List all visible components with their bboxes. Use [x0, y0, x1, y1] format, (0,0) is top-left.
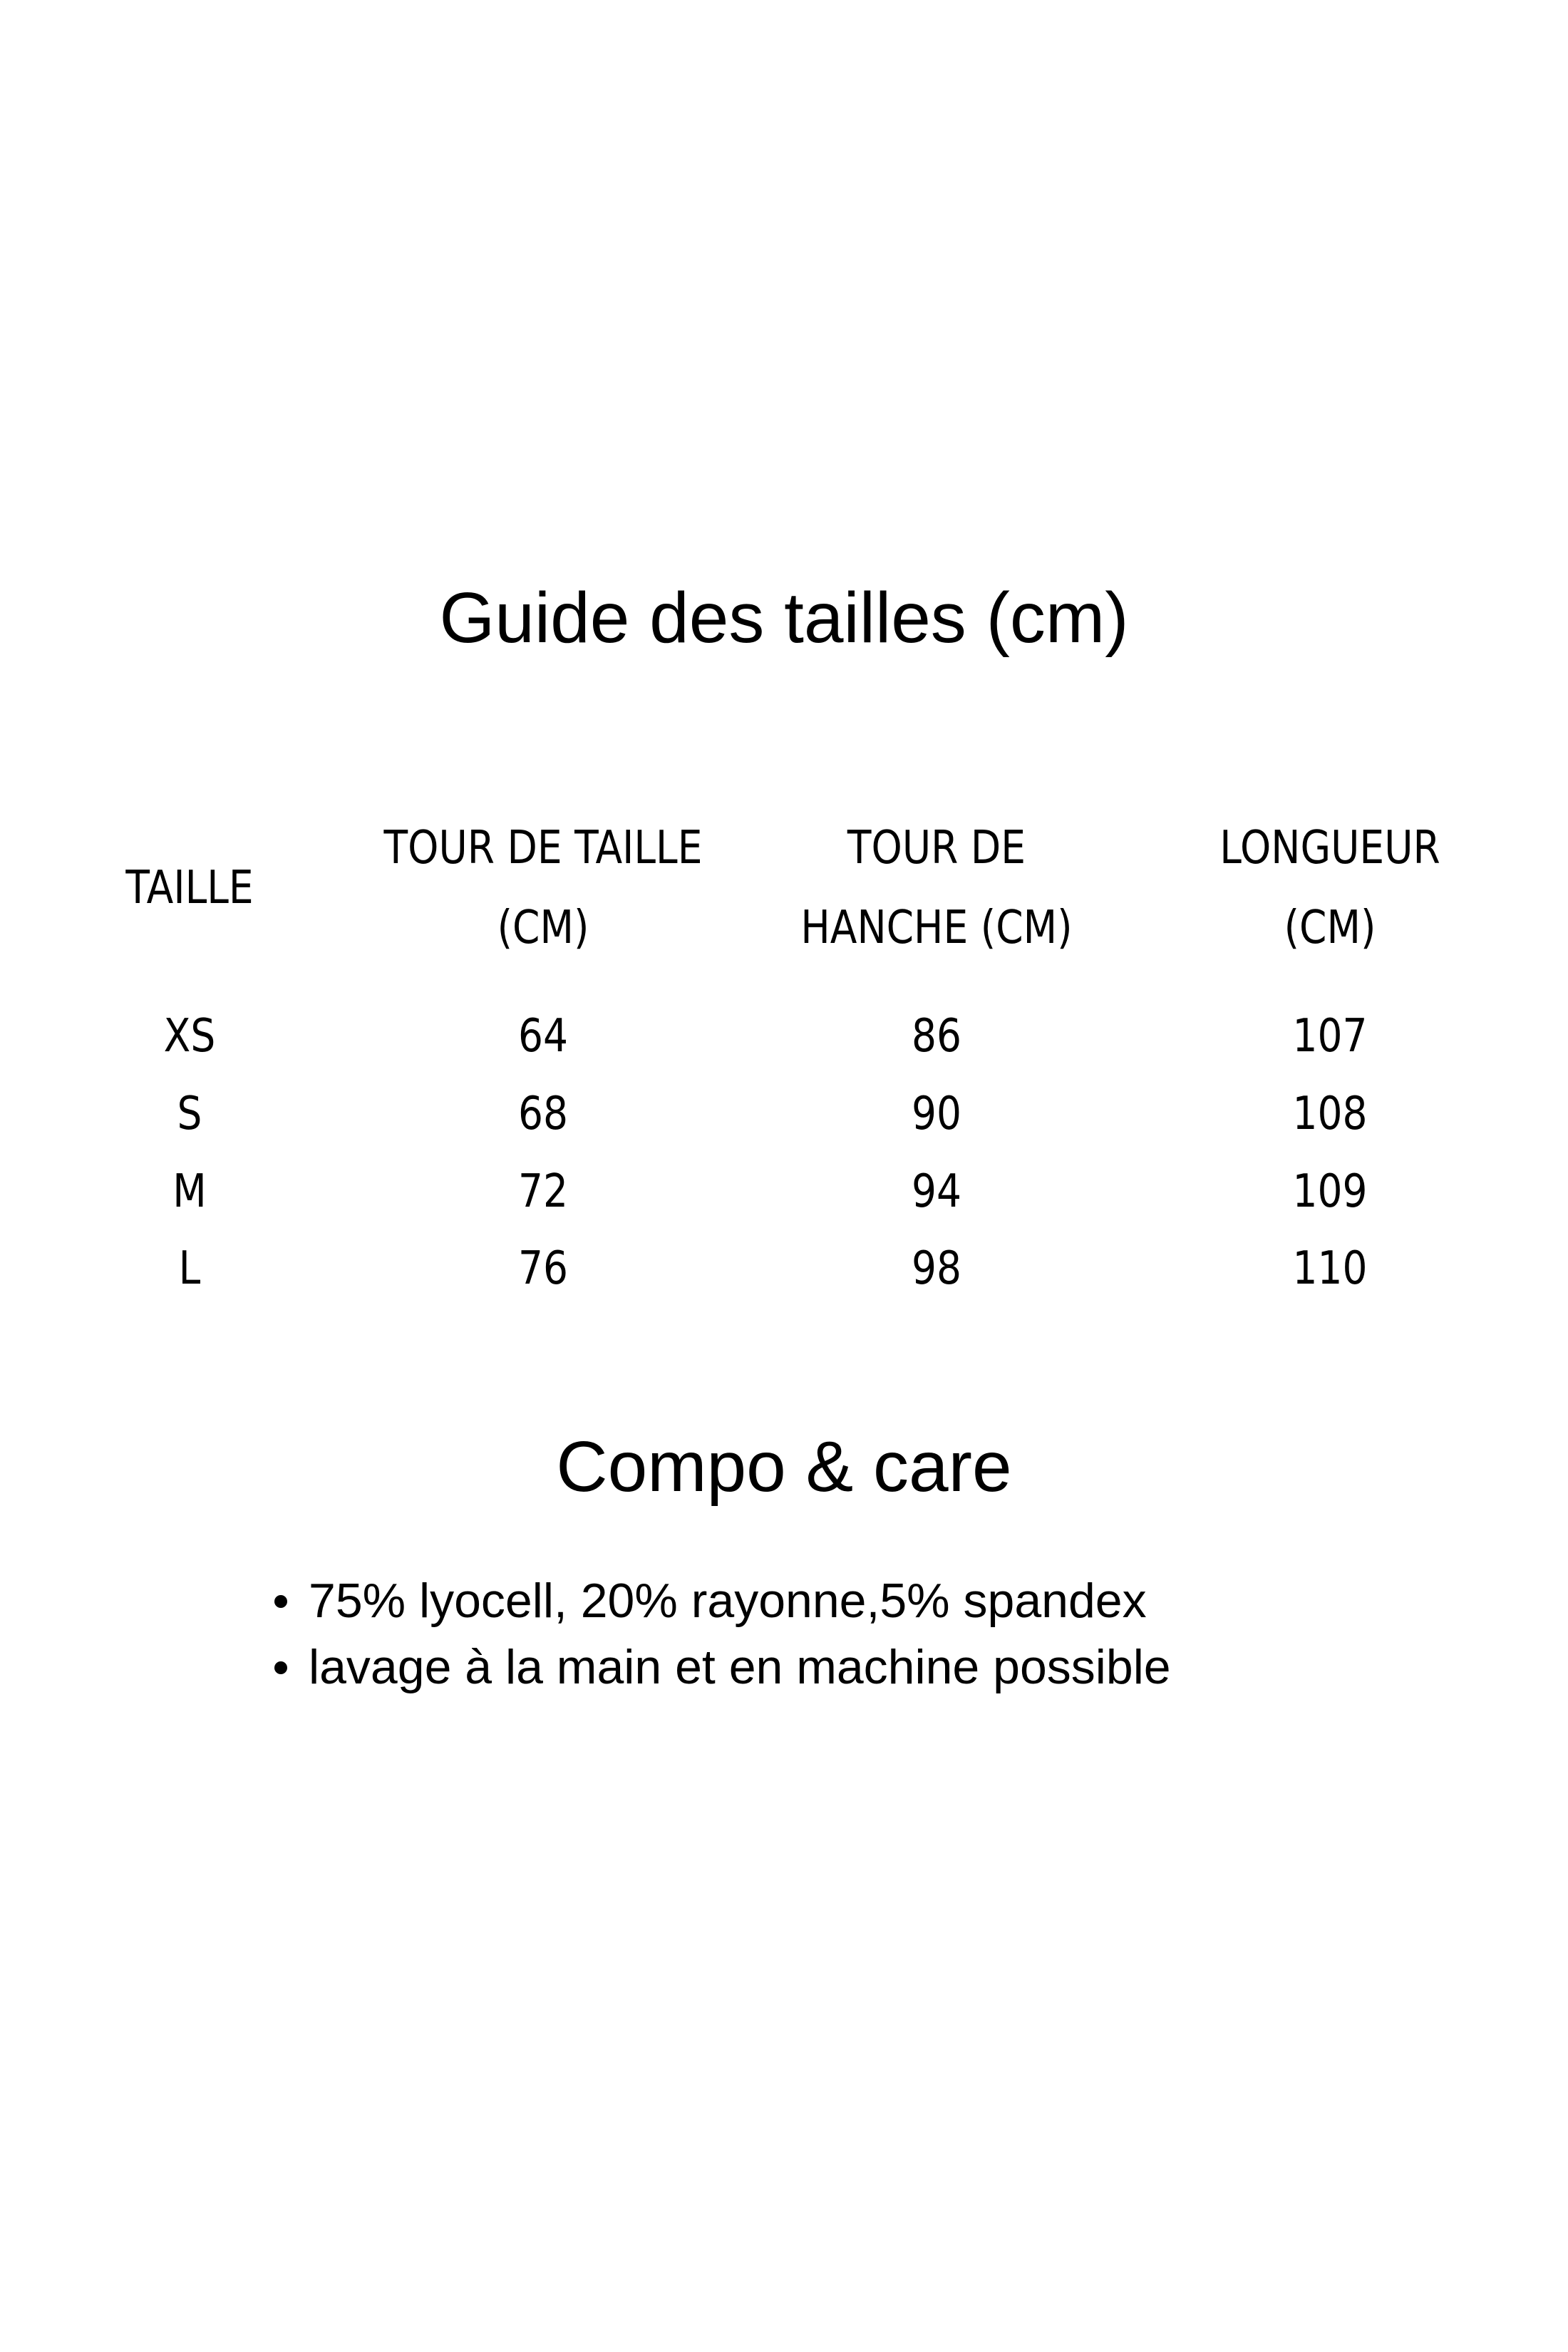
cell-waist: 64 — [517, 1010, 569, 1063]
cell-size: XS — [163, 1010, 216, 1063]
header-hip-line2: HANCHE (CM) — [800, 902, 1073, 954]
cell-size: L — [178, 1242, 201, 1295]
bullet-icon — [274, 1595, 287, 1608]
cell-length: 107 — [1292, 1010, 1368, 1063]
cell-length: 108 — [1292, 1088, 1368, 1140]
list-item-text: lavage à la main et en machine possible — [309, 1640, 1171, 1694]
bullet-icon — [274, 1661, 287, 1674]
header-length — [1219, 808, 1440, 968]
cell-size: M — [172, 1165, 207, 1218]
header-waist — [384, 808, 703, 968]
header-length-line1: LONGUEUR — [1219, 822, 1440, 875]
header-waist-line1: TOUR DE TAILLE — [383, 822, 703, 875]
header-hip-line1: TOUR DE — [847, 822, 1026, 875]
header-hip — [800, 808, 1072, 968]
cell-hip: 98 — [911, 1242, 962, 1295]
cell-waist: 76 — [517, 1242, 569, 1295]
header-waist-line2: (CM) — [497, 902, 589, 954]
cell-size: S — [177, 1088, 202, 1140]
header-length-line2: (CM) — [1284, 902, 1376, 954]
list-item-text: 75% lyocell, 20% rayonne,5% spandex — [309, 1574, 1147, 1628]
size-guide-title: Guide des tailles (cm) — [439, 578, 1129, 658]
list-item — [274, 1568, 1171, 1634]
list-item — [274, 1634, 1171, 1701]
cell-length: 109 — [1292, 1165, 1368, 1218]
compo-care-title: Compo & care — [556, 1427, 1012, 1507]
cell-waist: 68 — [517, 1088, 569, 1140]
compo-care-list — [274, 1568, 1171, 1701]
cell-waist: 72 — [517, 1165, 569, 1218]
cell-hip: 90 — [911, 1088, 962, 1140]
header-size: TAILLE — [125, 862, 254, 914]
cell-hip: 94 — [911, 1165, 962, 1218]
cell-length: 110 — [1292, 1242, 1368, 1295]
cell-hip: 86 — [911, 1010, 962, 1063]
